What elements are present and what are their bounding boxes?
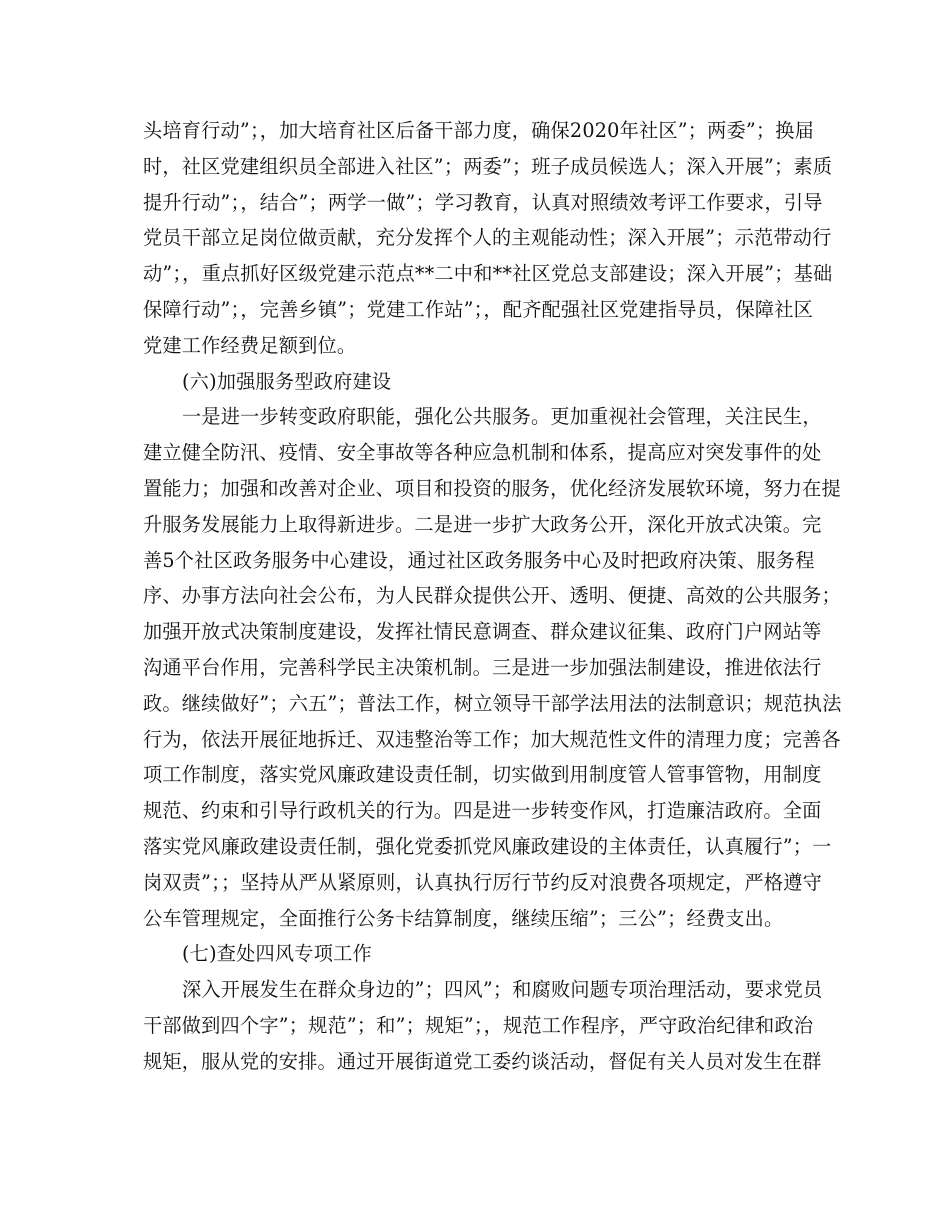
text-line: 动”；，重点抓好区级党建示范点**二中和**社区党总支部建设；深入开展”；基础 (143, 262, 833, 286)
text-line: 党建工作经费足额到位。 (143, 333, 357, 357)
text-line: 岗双责”；；坚持从严从紧原则，认真执行厉行节约反对浪费各项规定，严格遵守 (143, 870, 822, 894)
text-line: 沟通平台作用，完善科学民主决策机制。三是进一步加强法制建设，推进依法行 (143, 655, 822, 679)
paragraph-service-government (143, 399, 842, 936)
text-line: 公车管理规定，全面推行公务卡结算制度，继续压缩”；三公”；经费支出。 (143, 906, 784, 930)
text-line: 深入开展发生在群众身边的”；四风”；和腐败问题专项治理活动，要求党员 (182, 978, 823, 1002)
text-line: 头培育行动”；，加大培育社区后备干部力度，确保2020年社区”；两委”；换届 (143, 119, 815, 142)
text-line: 善5个社区政务服务中心建设，通过社区政务服务中心及时把政府决策、服务程 (143, 548, 815, 572)
text-line: 一是进一步转变政府职能，强化公共服务。更加重视社会管理，关注民生， (182, 405, 822, 429)
text-line: 置能力；加强和改善对企业、项目和投资的服务，优化经济发展软环境，努力在提 (143, 476, 841, 500)
text-line: 党员干部立足岗位做贡献，充分发挥个人的主观能动性；深入开展”；示范带动行 (143, 226, 832, 250)
section-heading-7: (七)查处四风专项工作 (182, 942, 372, 966)
text-line: 建立健全防汛、疫情、安全事故等各种应急机制和体系，提高应对突发事件的处 (143, 441, 822, 465)
document-page (143, 113, 842, 1080)
text-line: 干部做到四个字”；规范”；和”；规矩”；，规范工作程序，严守政治纪律和政治 (143, 1013, 814, 1037)
text-line: 落实党风廉政建设责任制，强化党委抓党风廉政建设的主体责任，认真履行”；一 (143, 834, 832, 858)
text-line: 行为，依法开展征地拆迁、双违整治等工作；加大规范性文件的清理力度；完善各 (143, 727, 841, 751)
section-heading-6: (六)加强服务型政府建设 (182, 369, 392, 393)
text-line: 提升行动”；，结合”；两学一做”；学习教育，认真对照绩效考评工作要求，引导 (143, 190, 823, 214)
text-line: 时，社区党建组织员全部进入社区”；两委”；班子成员候选人；深入开展”；素质 (143, 154, 833, 178)
text-line: 序、办事方法向社会公布，为人民群众提供公开、透明、便捷、高效的公共服务； (143, 584, 841, 608)
text-line: 规矩，服从党的安排。通过开展街道党工委约谈活动，督促有关人员对发生在群 (143, 1049, 822, 1073)
text-line: 升服务发展能力上取得新进步。二是进一步扩大政务公开，深化开放式决策。完 (143, 512, 822, 536)
text-line: 加强开放式决策制度建设，发挥社情民意调查、群众建议征集、政府门户网站等 (143, 620, 822, 644)
text-line: 规范、约束和引导行政机关的行为。四是进一步转变作风，打造廉洁政府。全面 (143, 799, 822, 823)
paragraph-party-building (143, 113, 833, 364)
paragraph-four-winds (143, 972, 823, 1079)
text-line: 项工作制度，落实党风廉政建设责任制，切实做到用制度管人管事管物，用制度 (143, 763, 822, 787)
text-line: 保障行动”；，完善乡镇”；党建工作站”；，配齐配强社区党建指导员，保障社区 (143, 297, 814, 321)
text-line: 政。继续做好”；六五”；普法工作，树立领导干部学法用法的法制意识；规范执法 (143, 691, 842, 715)
